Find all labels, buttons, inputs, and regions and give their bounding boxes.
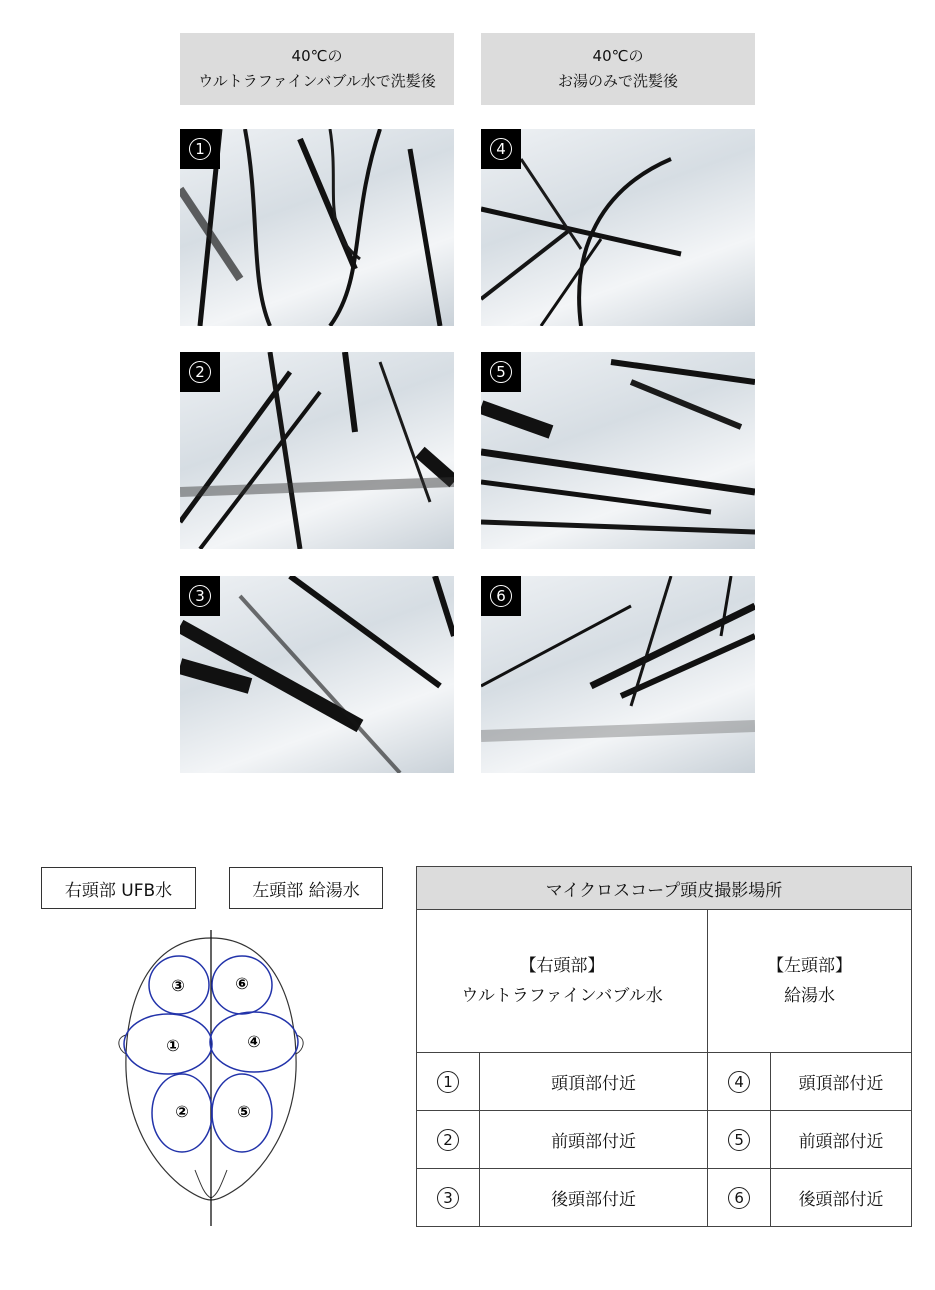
- row-place-right: 頭頂部付近: [480, 1053, 708, 1111]
- table-header-left-line1: 【左頭部】: [767, 956, 853, 976]
- zone-label-3: ③: [171, 976, 185, 995]
- photo-badge-5: [481, 352, 521, 392]
- row-place-left: 頭頂部付近: [771, 1053, 912, 1111]
- row-place-left: 前頭部付近: [771, 1111, 912, 1169]
- scalp-photo-6: [481, 576, 755, 773]
- column-header-water: [481, 33, 755, 105]
- column-header-ufb-line2: ウルトラファインバブル水で洗髪後: [198, 72, 436, 90]
- table-header-left: [708, 910, 912, 1053]
- row-number-right: [417, 1111, 480, 1169]
- column-header-ufb-line1: 40℃の: [291, 47, 343, 65]
- photo-badge-4: [481, 129, 521, 169]
- row-place-left: 後頭部付近: [771, 1169, 912, 1227]
- head-diagram: [110, 930, 310, 1226]
- column-header-water-line2: お湯のみで洗髪後: [557, 72, 678, 90]
- zone-label-5: ⑤: [237, 1102, 251, 1121]
- table-title: マイクロスコープ頭皮撮影場所: [417, 867, 912, 910]
- table-header-right: [417, 910, 708, 1053]
- column-header-water-line1: 40℃の: [592, 47, 644, 65]
- row-number-right-2: 2: [437, 1129, 459, 1151]
- row-number-left: [708, 1053, 771, 1111]
- column-header-ufb: [180, 33, 454, 105]
- zone-label-6: ⑥: [235, 974, 249, 993]
- photo-badge-3-number: 3: [189, 585, 211, 607]
- scalp-photo-5: [481, 352, 755, 549]
- row-number-right: [417, 1169, 480, 1227]
- scope-location-table: [416, 866, 912, 1227]
- zone-label-2: ②: [175, 1102, 189, 1121]
- photo-badge-1: [180, 129, 220, 169]
- zone-label-1: ①: [166, 1036, 180, 1055]
- row-number-left: [708, 1169, 771, 1227]
- table-row: [417, 1111, 912, 1169]
- table-header-right-line1: 【右頭部】: [519, 956, 605, 976]
- photo-badge-6: [481, 576, 521, 616]
- row-place-right: 前頭部付近: [480, 1111, 708, 1169]
- row-number-right: [417, 1053, 480, 1111]
- scalp-photo-3: [180, 576, 454, 773]
- row-number-left-6: 6: [728, 1187, 750, 1209]
- table-row: [417, 1053, 912, 1111]
- photo-badge-3: [180, 576, 220, 616]
- photo-badge-6-number: 6: [490, 585, 512, 607]
- row-place-right: 後頭部付近: [480, 1169, 708, 1227]
- table-row: [417, 1169, 912, 1227]
- table-header-left-line2: 給湯水: [784, 986, 836, 1006]
- photo-badge-5-number: 5: [490, 361, 512, 383]
- scalp-photo-1: [180, 129, 454, 326]
- left-head-label: 左頭部 給湯水: [229, 867, 383, 909]
- row-number-left-5: 5: [728, 1129, 750, 1151]
- photo-badge-2-number: 2: [189, 361, 211, 383]
- row-number-right-1: 1: [437, 1071, 459, 1093]
- photo-badge-2: [180, 352, 220, 392]
- zone-label-4: ④: [247, 1032, 261, 1051]
- row-number-left-4: 4: [728, 1071, 750, 1093]
- table-header-right-line2: ウルトラファインバブル水: [461, 986, 663, 1006]
- row-number-left: [708, 1111, 771, 1169]
- scalp-photo-2: [180, 352, 454, 549]
- photo-badge-4-number: 4: [490, 138, 512, 160]
- right-head-label: 右頭部 UFB水: [41, 867, 196, 909]
- scalp-photo-4: [481, 129, 755, 326]
- row-number-right-3: 3: [437, 1187, 459, 1209]
- photo-badge-1-number: 1: [189, 138, 211, 160]
